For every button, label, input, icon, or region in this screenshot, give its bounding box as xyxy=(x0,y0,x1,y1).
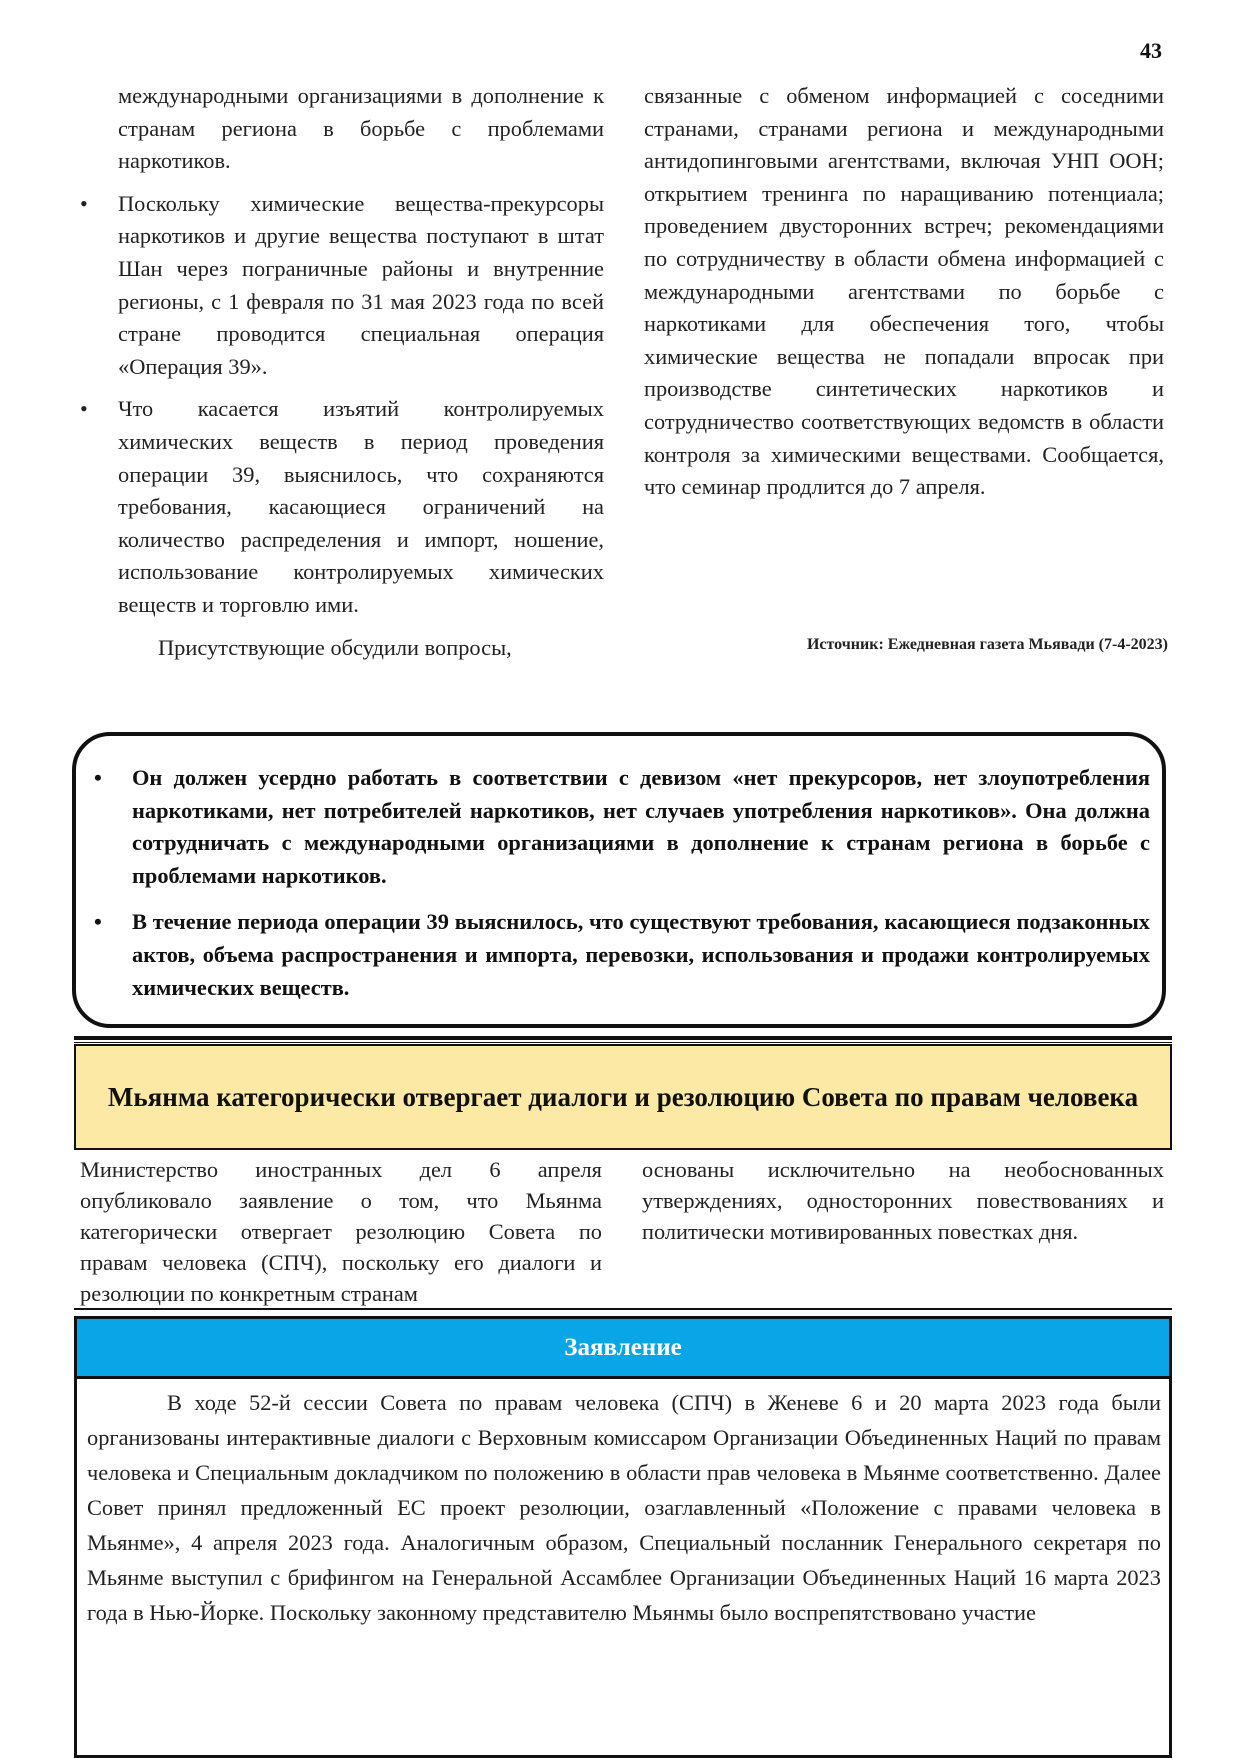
statement-title: Заявление xyxy=(564,1333,682,1361)
section-divider xyxy=(74,1036,1172,1040)
summary-box xyxy=(72,732,1166,1028)
article-headline: Мьянма категорически отвергает диалоги и резолюцию Совета по правам человека xyxy=(107,1082,1139,1112)
attendees-paragraph: Присутствующие обсудили вопросы, xyxy=(158,634,512,660)
source-citation: Источник: Ежедневная газета Мьявади (7-4-2023) xyxy=(806,636,1168,653)
page-number: 43 xyxy=(1140,38,1162,63)
section-divider-thin xyxy=(74,1042,1172,1043)
article-right-column xyxy=(642,1154,1164,1247)
article-left-column xyxy=(80,1154,602,1309)
continuation-paragraph: международными организациями в дополнение к странам региона в борьбе с проблемами наркотиков. xyxy=(118,83,604,174)
top-right-column xyxy=(644,80,1164,504)
summary-bullet-item: • Он должен усердно работать в соответствии с девизом «нет прекурсоров, нет злоупотребления наркотиками, нет потребителей наркотиков, нет случаев употребления наркотиков». Она должна сотрудничать с международными организациями в дополнение к странам региона в борьбе с проблемами наркотиков. xyxy=(132,762,1150,892)
bullet-item-operation: • Поскольку химические вещества-прекурсоры наркотиков и другие вещества поступают в штат Шан через пограничные районы и внутренние регионы, с 1 февраля по 31 мая 2023 года по всей стране проводится специальная операция «Операция 39». xyxy=(118,188,604,384)
article-headline-box xyxy=(74,1044,1172,1150)
statement-body: В ходе 52-й сессии Совета по правам человека (СПЧ) в Женеве 6 и 20 марта 2023 года были организованы интерактивные диалоги с Верховным комиссаром Организации Объединенных Наций по правам человека и Специальным докладчиком по положению в области прав человека в Мьянме соответственно. Далее Совет принял предложенный ЕС проект резолюции, озаглавленный «Положение с правами человека в Мьянме», 4 апреля 2023 года. Аналогичным образом, Специальный посланник Генерального секретаря по Мьянме выступил с брифингом на Генеральной Ассамблее Организации Объединенных Наций 16 марта 2023 года в Нью-Йорке. Поскольку законному представителю Мьянмы было воспрепятствовано участие xyxy=(87,1390,1161,1625)
top-left-column xyxy=(118,80,604,664)
article-divider xyxy=(74,1308,1172,1310)
right-column-paragraph: связанные с обменом информацией с соседними странами, странами региона и международными антидопинговыми агентствами, включая УНП ООН; открытием тренинга по наращиванию потенциала; проведением двусторонних встреч; рекомендациями по сотрудничеству в области обмена информацией с международными агентствами по борьбе с наркотиками для обеспечения того, чтобы химические вещества не попадали впросак при производстве синтетических наркотиков и сотрудничество соответствующих ведомств в области контроля за химическими веществами. Сообщается, что семинар продлится до 7 апреля. xyxy=(644,83,1164,500)
article-left-paragraph: Министерство иностранных дел 6 апреля опубликовало заявление о том, что Мьянма категорически отвергает резолюцию Совета по правам человека (СПЧ), поскольку его диалоги и резолюции по конкретным странам xyxy=(80,1157,602,1306)
statement-header xyxy=(77,1319,1169,1379)
summary-bullet-list xyxy=(132,762,1150,1018)
summary-bullet-item: • В течение периода операции 39 выяснилось, что существуют требования, касающиеся подзаконных актов, объема распространения и импорта, перевозки, использования и продажи контролируемых химических веществ. xyxy=(132,906,1150,1004)
article-right-paragraph: основаны исключительно на необоснованных утверждениях, односторонних повествованиях и политически мотивированных повестках дня. xyxy=(642,1157,1164,1244)
bullet-item-seizures: • Что касается изъятий контролируемых химических веществ в период проведения операции 39, выяснилось, что сохраняются требования, касающиеся ограничений на количество распределения и импорт, ношение, использование контролируемых химических веществ и торговлю ими. xyxy=(118,393,604,621)
bullet-list xyxy=(118,188,604,622)
statement-box xyxy=(74,1316,1172,1758)
